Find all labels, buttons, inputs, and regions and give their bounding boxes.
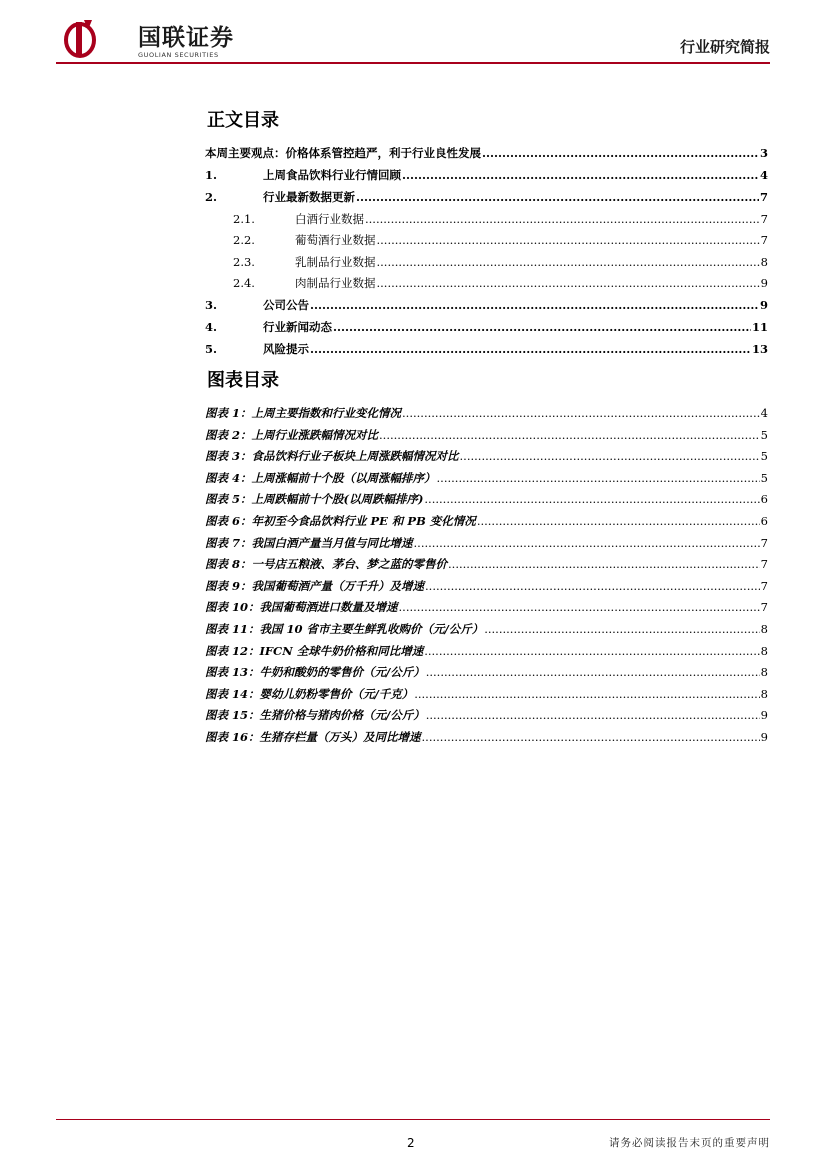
toc-item-label: 公司公告 xyxy=(263,298,309,312)
dot-leader xyxy=(365,210,760,228)
dot-leader xyxy=(377,253,760,271)
figure-item-page: 9 xyxy=(760,730,768,744)
toc-item-label: 风险提示 xyxy=(263,342,309,356)
figure-item-page: 9 xyxy=(760,708,768,722)
dot-leader xyxy=(482,144,759,162)
brand-name-en: GUOLIAN SECURITIES xyxy=(138,51,219,59)
dot-leader xyxy=(402,404,760,422)
figure-item-label: 图表 4：上周涨幅前十个股（以周涨幅排序） xyxy=(205,471,436,485)
toc-item[interactable] xyxy=(233,274,768,292)
figure-item-label: 图表 11：我国 10 省市主要生鲜乳收购价（元/公斤） xyxy=(205,622,484,636)
toc-item[interactable] xyxy=(205,188,768,206)
toc-item-number: 2.1. xyxy=(233,212,255,226)
toc-item-page: 9 xyxy=(759,298,768,312)
toc-item-page: 3 xyxy=(759,146,768,160)
figure-item[interactable] xyxy=(205,555,768,573)
dot-leader xyxy=(437,469,760,487)
toc-item-label: 乳制品行业数据 xyxy=(295,255,376,269)
figure-item[interactable] xyxy=(205,685,768,703)
dot-leader xyxy=(484,620,759,638)
dot-leader xyxy=(414,685,759,703)
toc-item-label: 肉制品行业数据 xyxy=(295,276,376,290)
dot-leader xyxy=(399,598,760,616)
figure-item-page: 6 xyxy=(760,514,768,528)
figure-item-label: 图表 6：年初至今食品饮料行业 PE 和 PB 变化情况 xyxy=(205,514,476,528)
dot-leader xyxy=(422,728,760,746)
toc-item-number: 1. xyxy=(205,168,218,182)
toc-item[interactable] xyxy=(233,210,768,228)
figure-item[interactable] xyxy=(205,447,768,465)
figure-item-label: 图表 10：我国葡萄酒进口数量及增速 xyxy=(205,600,398,614)
figure-item-page: 5 xyxy=(760,428,768,442)
toc-item[interactable] xyxy=(233,231,768,249)
figure-item[interactable] xyxy=(205,426,768,444)
dot-leader xyxy=(460,447,760,465)
dot-leader xyxy=(377,274,760,292)
toc-item-number: 4. xyxy=(205,320,218,334)
figure-item-label: 图表 3：食品饮料行业子板块上周涨跌幅情况对比 xyxy=(205,449,459,463)
dot-leader xyxy=(310,340,751,358)
figure-item-label: 图表 14：婴幼儿奶粉零售价（元/千克） xyxy=(205,687,414,701)
report-type: 行业研究简报 xyxy=(679,38,770,56)
figure-item-label: 图表 15：生猪价格与猪肉价格（元/公斤） xyxy=(205,708,425,722)
toc-item-number: 2.2. xyxy=(233,233,255,247)
figure-item[interactable] xyxy=(205,404,768,422)
toc-item[interactable] xyxy=(205,318,768,336)
dot-leader xyxy=(425,577,760,595)
toc-item[interactable] xyxy=(205,166,768,184)
figure-item[interactable] xyxy=(205,512,768,530)
figure-item-label: 图表 5：上周跌幅前十个股(以周跌幅排序) xyxy=(205,492,424,506)
figure-list-title: 图表目录 xyxy=(207,370,279,391)
figure-item[interactable] xyxy=(205,577,768,595)
figure-item[interactable] xyxy=(205,469,768,487)
toc-item-page: 7 xyxy=(760,212,768,226)
toc-item-page: 13 xyxy=(751,342,768,356)
dot-leader xyxy=(379,426,760,444)
figure-item[interactable] xyxy=(205,642,768,660)
toc-item-label: 葡萄酒行业数据 xyxy=(295,233,376,247)
brand-name-cn: 国联证券 xyxy=(138,25,234,51)
figure-item-page: 7 xyxy=(760,600,768,614)
figure-item-page: 8 xyxy=(760,687,768,701)
figure-item-page: 4 xyxy=(760,406,768,420)
toc-item-number: 2.4. xyxy=(233,276,255,290)
toc-item[interactable] xyxy=(205,340,768,358)
figure-item-page: 7 xyxy=(760,579,768,593)
figure-item-page: 5 xyxy=(760,449,768,463)
header-divider xyxy=(56,62,770,64)
figure-item-page: 7 xyxy=(760,536,768,550)
toc-item-label: 行业最新数据更新 xyxy=(263,190,355,204)
toc-item-number: 3. xyxy=(205,298,218,312)
page-header xyxy=(56,0,770,62)
figure-item-label: 图表 1：上周主要指数和行业变化情况 xyxy=(205,406,402,420)
figure-item[interactable] xyxy=(205,706,768,724)
dot-leader xyxy=(377,231,760,249)
toc-title: 正文目录 xyxy=(207,110,279,131)
figure-item-page: 5 xyxy=(760,471,768,485)
dot-leader xyxy=(477,512,760,530)
toc-item-number: 2.3. xyxy=(233,255,255,269)
toc-item-page: 4 xyxy=(759,168,768,182)
figure-item[interactable] xyxy=(205,598,768,616)
toc-item-page: 9 xyxy=(760,276,768,290)
dot-leader xyxy=(310,296,759,314)
dot-leader xyxy=(424,642,759,660)
guolian-logo-icon xyxy=(62,18,98,58)
figure-item-page: 6 xyxy=(760,492,768,506)
figure-item-label: 图表 9：我国葡萄酒产量（万千升）及增速 xyxy=(205,579,425,593)
footer-disclaimer: 请务必阅读报告末页的重要声明 xyxy=(609,1137,770,1149)
toc-item-page: 11 xyxy=(751,320,768,334)
figure-item-page: 8 xyxy=(760,622,768,636)
figure-item[interactable] xyxy=(205,620,768,638)
figure-item[interactable] xyxy=(205,728,768,746)
toc-item-page: 7 xyxy=(759,190,768,204)
toc-item-number: 5. xyxy=(205,342,218,356)
figure-item-label: 图表 16：生猪存栏量（万头）及同比增速 xyxy=(205,730,421,744)
figure-item-page: 8 xyxy=(760,644,768,658)
dot-leader xyxy=(414,534,760,552)
figure-item-label: 图表 7：我国白酒产量当月值与同比增速 xyxy=(205,536,413,550)
dot-leader xyxy=(402,166,759,184)
toc-item-label: 白酒行业数据 xyxy=(295,212,364,226)
toc-item[interactable] xyxy=(233,253,768,271)
figure-item[interactable] xyxy=(205,663,768,681)
dot-leader xyxy=(356,188,759,206)
dot-leader xyxy=(333,318,751,336)
figure-item-label: 图表 12：IFCN 全球牛奶价格和同比增速 xyxy=(205,644,424,658)
page-number: 2 xyxy=(407,1136,415,1150)
dot-leader xyxy=(424,490,759,508)
toc-item-number: 2. xyxy=(205,190,218,204)
toc-item[interactable] xyxy=(205,296,768,314)
toc-item-page: 8 xyxy=(760,255,768,269)
figure-item[interactable] xyxy=(205,490,768,508)
dot-leader xyxy=(426,663,760,681)
dot-leader xyxy=(426,706,760,724)
figure-item-label: 图表 2：上周行业涨跌幅情况对比 xyxy=(205,428,379,442)
toc-item-label: 本周主要观点：价格体系管控趋严，利于行业良性发展 xyxy=(205,146,481,160)
toc-item-label: 上周食品饮料行业行情回顾 xyxy=(263,168,401,182)
figure-item-label: 图表 8：一号店五粮液、茅台、梦之蓝的零售价 xyxy=(205,557,448,571)
footer-divider xyxy=(56,1119,770,1120)
dot-leader xyxy=(448,555,760,573)
figure-item-page: 8 xyxy=(760,665,768,679)
figure-item[interactable] xyxy=(205,534,768,552)
toc-item[interactable] xyxy=(205,144,768,162)
figure-item-page: 7 xyxy=(760,557,768,571)
figure-item-label: 图表 13：牛奶和酸奶的零售价（元/公斤） xyxy=(205,665,425,679)
toc-item-page: 7 xyxy=(760,233,768,247)
toc-item-label: 行业新闻动态 xyxy=(263,320,332,334)
